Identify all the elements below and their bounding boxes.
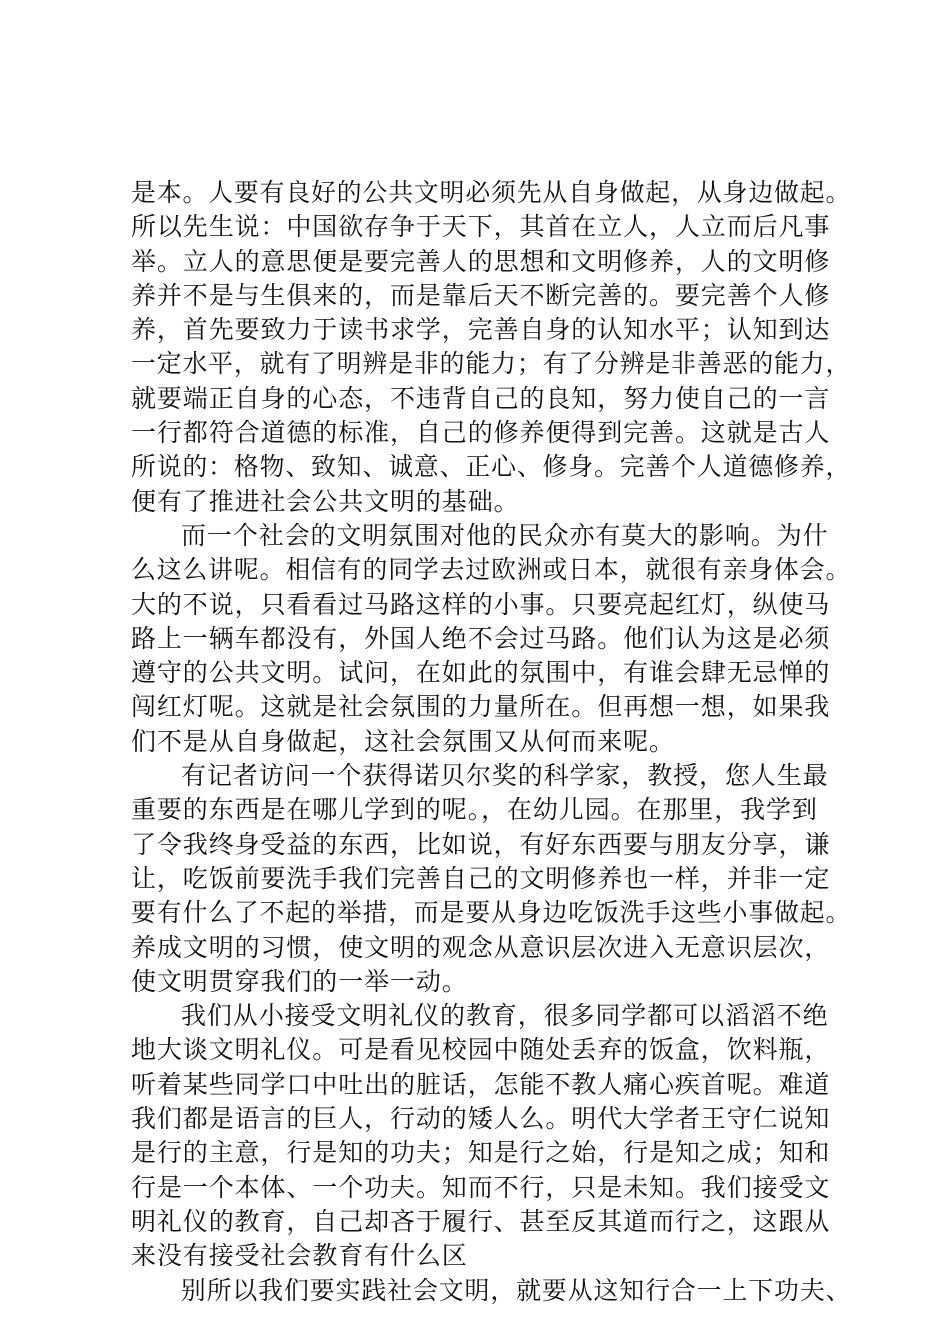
text-line: 们不是从自身做起，这社会氛围又从何而来呢。	[131, 726, 675, 756]
text-line: 是行的主意，行是知的功夫；知是行之始，行是知之成；知和	[131, 1138, 831, 1168]
text-line: 么这么讲呢。相信有的同学去过欧洲或日本，就很有亲身体会。	[131, 555, 852, 585]
text-line: 就要端正自身的心态，不违背自己的良知，努力使自己的一言	[131, 383, 831, 413]
text-line: 来没有接受社会教育有什么区	[131, 1241, 468, 1271]
text-line: 有记者访问一个获得诺贝尔奖的科学家，教授，您人生最	[181, 761, 829, 791]
text-line: 路上一辆车都没有，外国人绝不会过马路。他们认为这是必须	[131, 623, 831, 653]
paragraph-4	[131, 999, 851, 1273]
text-line: 举。立人的意思便是要完善人的思想和文明修养，人的文明修	[131, 246, 831, 276]
text-line: 要有什么了不起的举措，而是要从身边吃饭洗手这些小事做起。	[131, 898, 852, 928]
text-line: 而一个社会的文明氛围对他的民众亦有莫大的影响。为什	[181, 520, 829, 550]
text-line: 地大谈文明礼仪。可是看见校园中随处丢弃的饭盒，饮料瓶，	[131, 1035, 831, 1065]
document-body	[131, 176, 851, 1308]
text-line: 养成文明的习惯，使文明的观念从意识层次进入无意识层次，	[131, 932, 831, 962]
text-line: 让，吃饭前要洗手我们完善自己的文明修养也一样，并非一定	[131, 863, 831, 893]
paragraph-3	[131, 759, 851, 999]
text-line: 别所以我们要实践社会文明，就要从这知行合一上下功夫、	[180, 1275, 852, 1305]
text-line: 便有了推进社会公共文明的基础。	[131, 486, 520, 516]
text-line: 所以先生说：中国欲存争于天下，其首在立人，人立而后凡事	[131, 212, 831, 242]
text-line: 使文明贯穿我们的一举一动。	[131, 966, 468, 996]
text-line: 遵守的公共文明。试问，在如此的氛围中，有谁会肆无忌惮的	[131, 658, 831, 688]
paragraph-2	[131, 519, 851, 759]
text-line: 了令我终身受益的东西，比如说，有好东西要与朋友分享，谦	[131, 829, 831, 859]
text-line: 明礼仪的教育，自己却吝于履行、甚至反其道而行之，这跟从	[131, 1206, 831, 1236]
text-line: 闯红灯呢。这就是社会氛围的力量所在。但再想一想，如果我	[131, 692, 831, 722]
text-line: 一行都符合道德的标准，自己的修养便得到完善。这就是古人	[131, 418, 831, 448]
text-line: 养，首先要致力于读书求学，完善自身的认知水平；认知到达	[131, 315, 831, 345]
text-line: 重要的东西是在哪儿学到的呢。，在幼儿园。在那里，我学到	[131, 795, 818, 825]
text-line: 我们从小接受文明礼仪的教育，很多同学都可以滔滔不绝	[181, 1001, 829, 1031]
text-line: 所说的：格物、致知、诚意、正心、修身。完善个人道德修养，	[131, 452, 852, 482]
text-line: 一定水平，就有了明辨是非的能力；有了分辨是非善恶的能力，	[131, 349, 852, 379]
text-line: 行是一个本体、一个功夫。知而不行，只是未知。我们接受文	[131, 1172, 831, 1202]
paragraph-1	[131, 176, 851, 519]
text-line: 我们都是语言的巨人，行动的矮人么。明代大学者王守仁说知	[131, 1104, 831, 1134]
text-line: 听着某些同学口中吐出的脏话，怎能不教人痛心疾首呢。难道	[131, 1069, 831, 1099]
text-line: 是本。人要有良好的公共文明必须先从自身做起，从身边做起。	[131, 178, 852, 207]
text-line: 养并不是与生俱来的，而是靠后天不断完善的。要完善个人修	[131, 280, 831, 310]
text-line: 大的不说，只看看过马路这样的小事。只要亮起红灯，纵使马	[131, 589, 831, 619]
paragraph-5	[131, 1274, 851, 1308]
